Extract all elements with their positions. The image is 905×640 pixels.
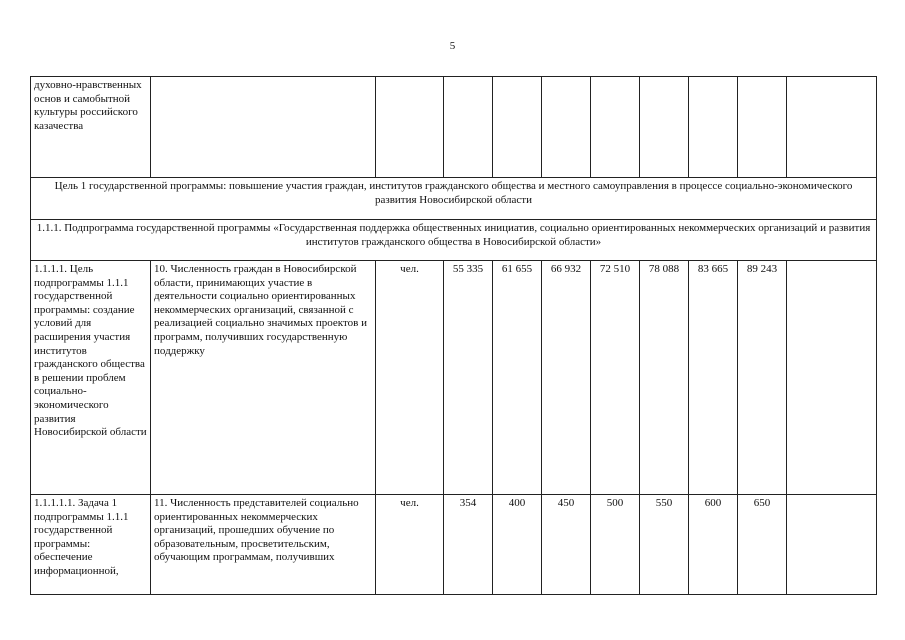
value-cell: [738, 77, 787, 178]
value-cell: 78 088: [640, 261, 689, 495]
value-cell: 55 335: [444, 261, 493, 495]
note-cell: [787, 495, 877, 595]
value-cell: 83 665: [689, 261, 738, 495]
value-cell: 550: [640, 495, 689, 595]
value-cell: 61 655: [493, 261, 542, 495]
indicators-table: [30, 76, 877, 595]
value-cell: [542, 77, 591, 178]
table-row-continuation: [31, 77, 877, 178]
page-number: 5: [449, 40, 456, 52]
note-cell: [787, 77, 877, 178]
value-cell: 72 510: [591, 261, 640, 495]
value-cell: 354: [444, 495, 493, 595]
note-cell: [787, 261, 877, 495]
value-cell: 89 243: [738, 261, 787, 495]
table-row-indicator-10: [31, 261, 877, 495]
unit-cell: чел.: [376, 495, 444, 595]
value-cell: [591, 77, 640, 178]
indicator-cell: 11. Численность представителей социально ориентированных некоммерческих организаций, прошедших обучение по образовательным, просветительским, обучающим программам, получивших: [151, 495, 376, 595]
value-cell: 500: [591, 495, 640, 595]
goal-header-cell: Цель 1 государственной программы: повышение участия граждан, институтов гражданского общества и местного самоуправления в процессе социально-экономического развития Новосибирской области: [31, 178, 877, 220]
value-cell: [444, 77, 493, 178]
value-cell: 450: [542, 495, 591, 595]
table-row-goal-header: [31, 178, 877, 220]
value-cell: [689, 77, 738, 178]
goal-cell: духовно-нравственных основ и самобытной культуры российского казачества: [31, 77, 151, 178]
value-cell: 600: [689, 495, 738, 595]
goal-cell: 1.1.1.1.1. Задача 1 подпрограммы 1.1.1 государственной программы: обеспечение информационной,: [31, 495, 151, 595]
unit-cell: чел.: [376, 261, 444, 495]
value-cell: 650: [738, 495, 787, 595]
unit-cell: [376, 77, 444, 178]
value-cell: 400: [493, 495, 542, 595]
table-row-indicator-11: [31, 495, 877, 595]
table-row-subprogram-header: [31, 220, 877, 261]
indicator-cell: [151, 77, 376, 178]
value-cell: [493, 77, 542, 178]
value-cell: [640, 77, 689, 178]
value-cell: 66 932: [542, 261, 591, 495]
indicator-cell: 10. Численность граждан в Новосибирской области, принимающих участие в деятельности социально ориентированных некоммерческих организаций, связанной с реализацией социально значимых проектов и программ, получивших государственную поддержку: [151, 261, 376, 495]
goal-cell: 1.1.1.1. Цель подпрограммы 1.1.1 государственной программы: создание условий для расширения участия институтов гражданского общества в решении проблем социально-экономического развития Новосибирской области: [31, 261, 151, 495]
subprogram-header-cell: 1.1.1. Подпрограмма государственной программы «Государственная поддержка общественных инициатив, социально ориентированных некоммерческих организаций и развития институтов гражданского общества в Новосибирской области»: [31, 220, 877, 261]
